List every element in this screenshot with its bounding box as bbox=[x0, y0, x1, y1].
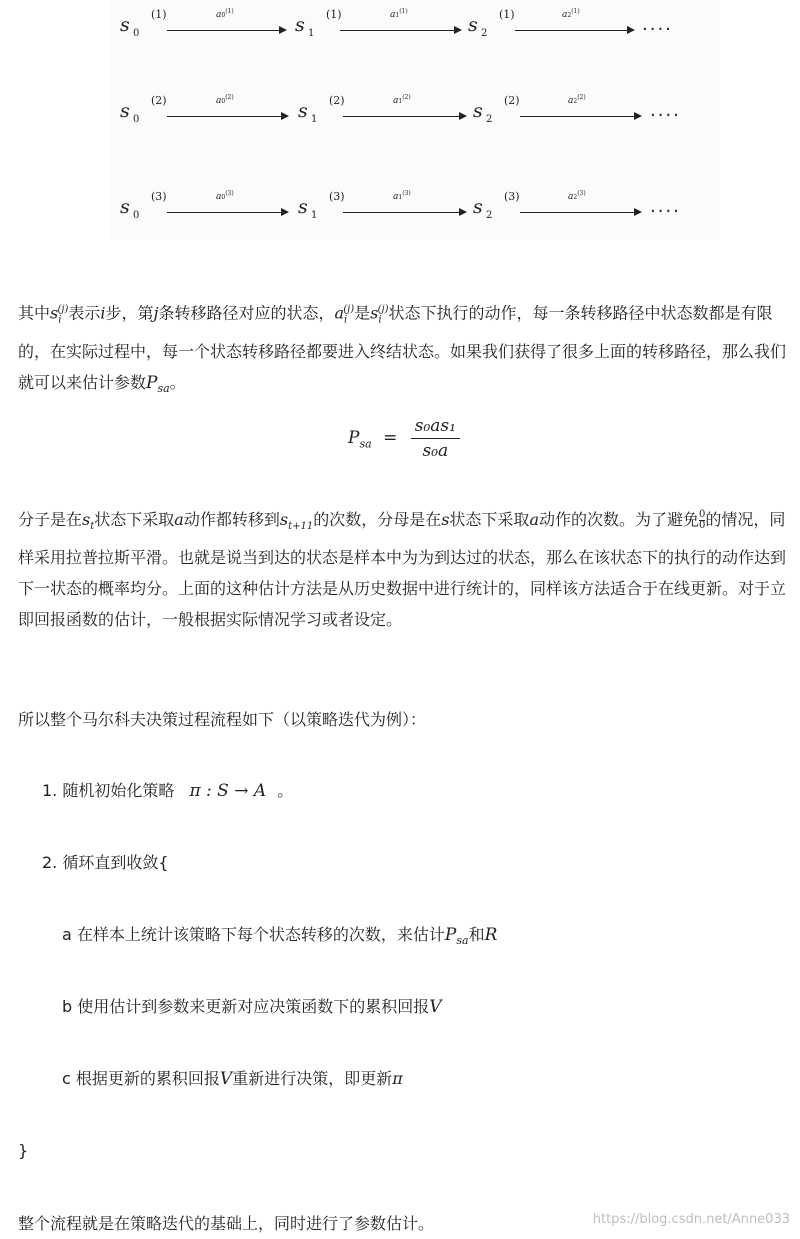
ellipsis: .... bbox=[650, 196, 681, 217]
final-paragraph: 整个流程就是在策略迭代的基础上，同时进行了参数估计。 bbox=[18, 1214, 435, 1233]
action-label: a0$^{(1)}$ bbox=[216, 8, 234, 20]
transition-arrow bbox=[167, 212, 287, 213]
transition-arrow bbox=[343, 212, 465, 213]
paragraph-2: 分子是在$s_t$状态下采取a动作都转移到$s_{t+11}$的次数，分母是在s状态下采取a动作的次数。为了避免 $\frac{0}{0}$ 的情况，同样采用拉普拉斯平滑。也就是说当到达的状态是样本中为为到达过的状态，那么在该状态下的执行的动作达到下一状态的概率均分。上面的这种估计方法是从历史数据中进行统计的，同样该方法适合于在线更新。对于立即回报函数的估计，一般根据实际情况学习或者设定。 bbox=[18, 509, 787, 630]
transition-arrow bbox=[515, 30, 633, 31]
chain-row-1 bbox=[110, 0, 720, 40]
state-node: s 1 (2) bbox=[298, 94, 345, 125]
action-label: a1$^{(1)}$ bbox=[390, 8, 408, 20]
action-label: a2$^{(1)}$ bbox=[562, 8, 580, 20]
state-node: s 0 (1) bbox=[120, 8, 167, 39]
action-label: a1$^{(3)}$ bbox=[393, 190, 411, 202]
list-item-2: 2. 循环直到收敛{ bbox=[42, 853, 169, 872]
zero-over-zero: $\frac{0}{0}$ bbox=[699, 509, 706, 531]
state-node: s 2 (1) bbox=[468, 8, 515, 39]
sub-item-a: a 在样本上统计该策略下每个状态转移的次数，来估计$P_{sa}$和R bbox=[62, 925, 498, 948]
transition-arrow bbox=[167, 30, 285, 31]
transition-arrow bbox=[167, 116, 287, 117]
list-item-1: 1. 随机初始化策略 π : S → A 。 bbox=[42, 781, 294, 801]
chain-row-2 bbox=[110, 86, 720, 126]
paragraph-3: 所以整个马尔科夫决策过程流程如下（以策略迭代为例）： bbox=[18, 710, 427, 729]
transition-chains-figure bbox=[110, 0, 720, 240]
state-node: s 0 (3) bbox=[120, 190, 167, 221]
state-node: s 2 (3) bbox=[473, 190, 520, 221]
ellipsis: .... bbox=[650, 100, 681, 121]
action-label: a0$^{(3)}$ bbox=[216, 190, 234, 202]
watermark: https://blog.csdn.net/Anne033 bbox=[592, 1212, 790, 1227]
estimation-formula: $P_{sa}$ = $\frac{\text{s₀as₁}}{\text{s₀a}}$ bbox=[348, 414, 460, 463]
state-node: s 1 (3) bbox=[298, 190, 345, 221]
action-label: a1$^{(2)}$ bbox=[393, 94, 411, 106]
sub-item-b: b 使用估计到参数来更新对应决策函数下的累积回报V bbox=[62, 997, 442, 1017]
ellipsis: .... bbox=[642, 14, 673, 35]
transition-arrow bbox=[520, 116, 640, 117]
transition-arrow bbox=[520, 212, 640, 213]
transition-arrow bbox=[343, 116, 465, 117]
transition-arrow bbox=[340, 30, 460, 31]
state-node: s 1 (1) bbox=[295, 8, 342, 39]
sub-item-c: c 根据更新的累积回报V重新进行决策，即更新π bbox=[62, 1069, 403, 1089]
state-node: s 2 (2) bbox=[473, 94, 520, 125]
state-node: s 0 (2) bbox=[120, 94, 167, 125]
action-label: a2$^{(3)}$ bbox=[568, 190, 586, 202]
paragraph-1: 其中$s_i^{(j)}$表示i步，第j条转移路径对应的状态，$a_i^{(j)}$是$s_i^{(j)}$状态下执行的动作，每一条转移路径中状态数都是有限的，在实际过程中，每一个状态转移路径都要进入终结状态。如果我们获得了很多上面的转移路径，那么我们就可以来估计参数$P_{sa}$。 bbox=[18, 303, 787, 395]
close-brace: } bbox=[18, 1141, 29, 1160]
chain-row-3 bbox=[110, 182, 720, 222]
action-label: a0$^{(2)}$ bbox=[216, 94, 234, 106]
action-label: a2$^{(2)}$ bbox=[568, 94, 586, 106]
fraction: $\frac{\text{s₀as₁}}{\text{s₀a}}$ bbox=[411, 414, 460, 463]
